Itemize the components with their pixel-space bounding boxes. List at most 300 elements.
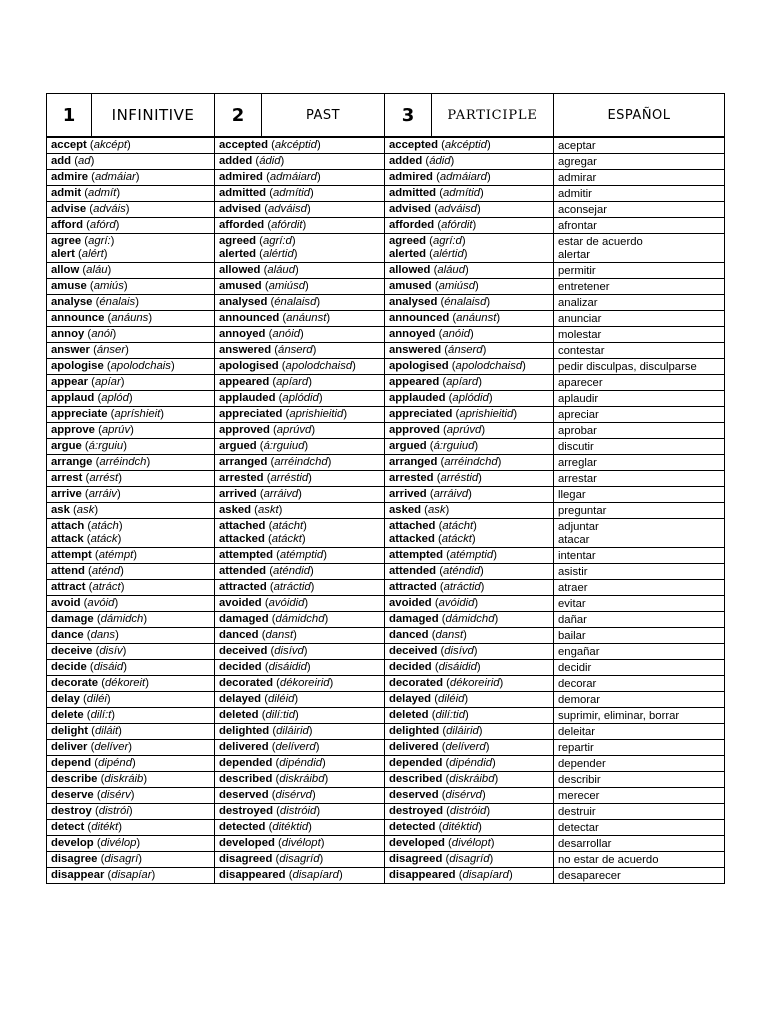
verb-word: argue: [51, 440, 82, 452]
participle-cell: arrested (arréstid): [385, 471, 554, 487]
past-cell: afforded (afórdit): [215, 218, 385, 234]
pronunciation: á:rguiud: [263, 440, 305, 452]
pronunciation: disapíard: [292, 869, 339, 881]
pronunciation: delíverd: [445, 741, 486, 753]
spanish-translation: apreciar: [558, 409, 599, 421]
table-row: [47, 519, 725, 548]
participle-cell: apologised (apolodchaisd): [385, 359, 554, 375]
verb-word: applauded: [219, 392, 276, 404]
pronunciation: divélop: [100, 837, 137, 849]
spanish-cell: [554, 628, 725, 644]
pronunciation: dékoreit: [105, 677, 146, 689]
verb-word: arrested: [389, 472, 434, 484]
table-row: [47, 564, 725, 580]
verb-word: attempt: [51, 549, 92, 561]
spanish-translation: arrestar: [558, 473, 597, 485]
pronunciation: afórdit: [441, 219, 473, 231]
infinitive-cell: destroy (distrói): [47, 804, 215, 820]
spanish-cell: [554, 820, 725, 836]
infinitive-cell: arrest (arrést): [47, 471, 215, 487]
table-row: [47, 311, 725, 327]
pronunciation: ad: [78, 155, 91, 167]
past-cell: admitted (admítid): [215, 186, 385, 202]
spanish-translation: admitir: [558, 188, 592, 200]
pronunciation: disáidid: [438, 661, 477, 673]
verb-word: allowed: [219, 264, 261, 276]
past-cell: arranged (arréindchd): [215, 455, 385, 471]
verb-word: accepted: [219, 139, 268, 151]
verb-word: decide: [51, 661, 87, 673]
pronunciation: disívd: [274, 645, 304, 657]
past-cell: agreed (agrí:d) alerted (alértid): [215, 234, 385, 263]
infinitive-cell: delight (diláit): [47, 724, 215, 740]
verb-word: analysed: [389, 296, 438, 308]
table-row: [47, 154, 725, 170]
pronunciation: apolodchais: [110, 360, 171, 372]
pronunciation: aláu: [86, 264, 108, 276]
verb-word: appear: [51, 376, 89, 388]
table-row: [47, 548, 725, 564]
infinitive-cell: appreciate (apríshieit): [47, 407, 215, 423]
table-row: [47, 186, 725, 202]
past-cell: answered (ánserd): [215, 343, 385, 359]
spanish-cell: [554, 487, 725, 503]
pronunciation: disívd: [444, 645, 474, 657]
verb-word: announced: [219, 312, 280, 324]
spanish-translation: agregar: [558, 156, 597, 168]
spanish-translation: detectar: [558, 822, 599, 834]
participle-cell: developed (divélopt): [385, 836, 554, 852]
spanish-translation: asistir: [558, 566, 588, 578]
header-past: PAST: [262, 94, 385, 137]
verb-word: annoyed: [219, 328, 266, 340]
verb-word: damage: [51, 613, 94, 625]
pronunciation: aténd: [91, 565, 121, 577]
pronunciation: atráct: [92, 581, 121, 593]
past-cell: argued (á:rguiud): [215, 439, 385, 455]
verb-word: afforded: [389, 219, 435, 231]
verb-word: answer: [51, 344, 90, 356]
verb-word: advise: [51, 203, 87, 215]
past-cell: developed (divélopt): [215, 836, 385, 852]
spanish-translation: admirar: [558, 172, 597, 184]
verb-word: analysed: [219, 296, 268, 308]
pronunciation: admáiard: [269, 171, 317, 183]
participle-cell: annoyed (anóid): [385, 327, 554, 343]
spanish-translation: pedir disculpas, disculparse: [558, 361, 697, 373]
pronunciation: disív: [99, 645, 123, 657]
verb-word: disagreed: [219, 853, 273, 865]
verb-word: approved: [389, 424, 440, 436]
header-row: [47, 94, 725, 137]
participle-cell: delivered (delíverd): [385, 740, 554, 756]
pronunciation: ánserd: [278, 344, 313, 356]
pronunciation: dans: [90, 629, 116, 641]
pronunciation: arréindchd: [274, 456, 328, 468]
table-row: [47, 295, 725, 311]
infinitive-cell: develop (divélop): [47, 836, 215, 852]
pronunciation: dámidch: [100, 613, 144, 625]
verb-word: advised: [219, 203, 262, 215]
spanish-cell: [554, 170, 725, 186]
infinitive-cell: attend (aténd): [47, 564, 215, 580]
participle-cell: decorated (dékoreirid): [385, 676, 554, 692]
pronunciation: anói: [91, 328, 113, 340]
participle-cell: added (ádid): [385, 154, 554, 170]
pronunciation: atáck: [90, 533, 118, 545]
verb-word: attached: [389, 520, 436, 532]
verb-word: apologised: [389, 360, 449, 372]
verb-word: describe: [51, 773, 98, 785]
spanish-cell: [554, 676, 725, 692]
participle-cell: damaged (dámidchd): [385, 612, 554, 628]
verb-word: destroy: [51, 805, 92, 817]
pronunciation: arráiv: [88, 488, 117, 500]
pronunciation: dilí:tid: [435, 709, 465, 721]
pronunciation: atráctid: [443, 581, 481, 593]
verb-word: announce: [51, 312, 105, 324]
infinitive-cell: deliver (delíver): [47, 740, 215, 756]
pronunciation: diskráib: [104, 773, 144, 785]
verb-word: developed: [389, 837, 445, 849]
verb-word: argued: [389, 440, 427, 452]
verb-word: detect: [51, 821, 85, 833]
participle-cell: admired (admáiard): [385, 170, 554, 186]
spanish-translation: alertar: [558, 249, 591, 261]
past-cell: attempted (atémptid): [215, 548, 385, 564]
pronunciation: agrí:d: [432, 235, 462, 247]
participle-cell: deserved (disérvd): [385, 788, 554, 804]
pronunciation: énalaisd: [274, 296, 317, 308]
spanish-translation: depender: [558, 758, 606, 770]
past-cell: disagreed (disagríd): [215, 852, 385, 868]
verb-word: attract: [51, 581, 86, 593]
past-cell: depended (dipéndid): [215, 756, 385, 772]
pronunciation: avóidid: [268, 597, 305, 609]
past-cell: destroyed (distróid): [215, 804, 385, 820]
spanish-translation: aplaudir: [558, 393, 599, 405]
infinitive-cell: appear (apíar): [47, 375, 215, 391]
verb-word: attached: [219, 520, 266, 532]
spanish-cell: [554, 138, 725, 154]
participle-cell: attracted (atráctid): [385, 580, 554, 596]
verb-word: deliver: [51, 741, 88, 753]
verb-word: appeared: [389, 376, 440, 388]
spanish-translation: arreglar: [558, 457, 597, 469]
past-cell: deceived (disívd): [215, 644, 385, 660]
pronunciation: á:rguiud: [433, 440, 475, 452]
verb-table-body: [47, 138, 725, 884]
spanish-cell: [554, 295, 725, 311]
verb-word: attempted: [219, 549, 273, 561]
infinitive-cell: attach (atách) attack (atáck): [47, 519, 215, 548]
spanish-translation: evitar: [558, 598, 586, 610]
pronunciation: aténdid: [442, 565, 481, 577]
pronunciation: anáunst: [286, 312, 327, 324]
pronunciation: amiúsd: [438, 280, 476, 292]
verb-word: asked: [389, 504, 422, 516]
past-cell: added (ádid): [215, 154, 385, 170]
participle-cell: disappeared (disapíard): [385, 868, 554, 884]
spanish-translation: entretener: [558, 281, 610, 293]
verb-word: decorated: [219, 677, 273, 689]
pronunciation: ánserd: [448, 344, 483, 356]
past-cell: delayed (diléid): [215, 692, 385, 708]
infinitive-cell: avoid (avóid): [47, 596, 215, 612]
pronunciation: arráivd: [433, 488, 469, 500]
pronunciation: divélopt: [451, 837, 491, 849]
pronunciation: arrést: [89, 472, 119, 484]
verb-word: amuse: [51, 280, 87, 292]
verb-word: ask: [51, 504, 70, 516]
spanish-translation: anunciar: [558, 313, 602, 325]
infinitive-cell: advise (adváis): [47, 202, 215, 218]
participle-cell: decided (disáidid): [385, 660, 554, 676]
past-cell: attached (atácht) attacked (atáckt): [215, 519, 385, 548]
infinitive-cell: amuse (amiús): [47, 279, 215, 295]
past-cell: danced (danst): [215, 628, 385, 644]
pronunciation: askt: [257, 504, 279, 516]
past-cell: accepted (akcéptid): [215, 138, 385, 154]
past-cell: delivered (delíverd): [215, 740, 385, 756]
pronunciation: dipéndid: [279, 757, 322, 769]
table-row: [47, 836, 725, 852]
verb-word: applaud: [51, 392, 95, 404]
infinitive-cell: analyse (énalais): [47, 295, 215, 311]
table-row: [47, 580, 725, 596]
verb-word: damaged: [219, 613, 269, 625]
pronunciation: afórd: [89, 219, 116, 231]
spanish-translation: adjuntar: [558, 521, 599, 533]
table-row: [47, 756, 725, 772]
participle-cell: attempted (atémptid): [385, 548, 554, 564]
pronunciation: disagríd: [449, 853, 490, 865]
pronunciation: atách: [91, 520, 119, 532]
verb-word: delayed: [219, 693, 262, 705]
spanish-cell: [554, 519, 725, 548]
spanish-cell: [554, 375, 725, 391]
verb-word: admitted: [219, 187, 267, 199]
participle-cell: advised (adváisd): [385, 202, 554, 218]
verb-word: apologised: [219, 360, 279, 372]
infinitive-cell: applaud (aplód): [47, 391, 215, 407]
spanish-cell: [554, 596, 725, 612]
spanish-cell: [554, 836, 725, 852]
spanish-translation: decorar: [558, 678, 597, 690]
infinitive-cell: agree (agrí:) alert (alért): [47, 234, 215, 263]
pronunciation: aprúv: [101, 424, 131, 436]
pronunciation: diláirid: [446, 725, 479, 737]
spanish-translation: atacar: [558, 534, 590, 546]
verb-word: destroyed: [389, 805, 443, 817]
pronunciation: aláud: [437, 264, 465, 276]
table-row: [47, 439, 725, 455]
infinitive-cell: apologise (apolodchais): [47, 359, 215, 375]
pronunciation: dékoreirid: [279, 677, 330, 689]
verb-word: advised: [389, 203, 432, 215]
spanish-cell: [554, 724, 725, 740]
table-row: [47, 628, 725, 644]
spanish-cell: [554, 343, 725, 359]
verb-word: delivered: [219, 741, 269, 753]
pronunciation: delíverd: [275, 741, 316, 753]
verb-word: add: [51, 155, 72, 167]
pronunciation: apíard: [446, 376, 479, 388]
spanish-translation: desaparecer: [558, 870, 621, 882]
spanish-cell: [554, 868, 725, 884]
spanish-translation: suprimir, eliminar, borrar: [558, 710, 680, 722]
verb-word: annoyed: [389, 328, 436, 340]
pronunciation: danst: [435, 629, 464, 641]
verb-word: agreed: [389, 235, 427, 247]
pronunciation: apíar: [94, 376, 121, 388]
pronunciation: adváisd: [267, 203, 307, 215]
pronunciation: á:rguiu: [88, 440, 124, 452]
participle-cell: answered (ánserd): [385, 343, 554, 359]
pronunciation: arréstid: [440, 472, 479, 484]
verb-word: appreciated: [219, 408, 283, 420]
verb-word: disappeared: [219, 869, 286, 881]
verb-word: delay: [51, 693, 80, 705]
table-row: [47, 138, 725, 154]
verb-word: annoy: [51, 328, 85, 340]
spanish-cell: [554, 471, 725, 487]
table-row: [47, 359, 725, 375]
past-cell: asked (askt): [215, 503, 385, 519]
infinitive-cell: disagree (disagrí): [47, 852, 215, 868]
past-cell: described (diskráibd): [215, 772, 385, 788]
verb-word: approve: [51, 424, 95, 436]
table-row: [47, 612, 725, 628]
spanish-cell: [554, 279, 725, 295]
infinitive-cell: admit (admít): [47, 186, 215, 202]
pronunciation: admáiard: [439, 171, 487, 183]
pronunciation: agrí:d: [262, 235, 292, 247]
verb-word: asked: [219, 504, 252, 516]
past-cell: detected (ditéktid): [215, 820, 385, 836]
verb-word: damaged: [389, 613, 439, 625]
table-row: [47, 740, 725, 756]
spanish-cell: [554, 218, 725, 234]
infinitive-cell: depend (dipénd): [47, 756, 215, 772]
spanish-cell: [554, 564, 725, 580]
past-cell: applauded (aplódid): [215, 391, 385, 407]
pronunciation: anáunst: [456, 312, 497, 324]
infinitive-cell: attempt (atémpt): [47, 548, 215, 564]
participle-cell: afforded (afórdit): [385, 218, 554, 234]
verb-word: detected: [219, 821, 266, 833]
pronunciation: dilí:tid: [265, 709, 295, 721]
spanish-cell: [554, 580, 725, 596]
verb-word: avoid: [51, 597, 81, 609]
pronunciation: ádid: [429, 155, 451, 167]
spanish-translation: no estar de acuerdo: [558, 854, 659, 866]
pronunciation: arréindchd: [444, 456, 498, 468]
verb-word: approved: [219, 424, 270, 436]
verb-word: decided: [389, 661, 432, 673]
spanish-translation: destruir: [558, 806, 596, 818]
pronunciation: agrí:: [88, 235, 111, 247]
table-row: [47, 327, 725, 343]
infinitive-cell: admire (admáiar): [47, 170, 215, 186]
spanish-translation: desarrollar: [558, 838, 612, 850]
participle-cell: disagreed (disagríd): [385, 852, 554, 868]
pronunciation: admítid: [442, 187, 481, 199]
pronunciation: avóid: [87, 597, 115, 609]
pronunciation: aprishieitid: [459, 408, 514, 420]
spanish-cell: [554, 311, 725, 327]
table-row: [47, 279, 725, 295]
participle-cell: argued (á:rguiud): [385, 439, 554, 455]
pronunciation: atémptid: [279, 549, 324, 561]
pronunciation: apíard: [276, 376, 309, 388]
verb-word: afforded: [219, 219, 265, 231]
past-cell: avoided (avóidid): [215, 596, 385, 612]
pronunciation: atáckt: [271, 533, 302, 545]
past-cell: attended (aténdid): [215, 564, 385, 580]
past-cell: allowed (aláud): [215, 263, 385, 279]
table-row: [47, 234, 725, 263]
past-cell: delighted (diláirid): [215, 724, 385, 740]
past-cell: appeared (apíard): [215, 375, 385, 391]
verb-word: arrange: [51, 456, 93, 468]
infinitive-cell: deserve (disérv): [47, 788, 215, 804]
table-row: [47, 471, 725, 487]
verb-word: disagree: [51, 853, 98, 865]
past-cell: attracted (atráctid): [215, 580, 385, 596]
infinitive-cell: approve (aprúv): [47, 423, 215, 439]
pronunciation: disáid: [93, 661, 124, 673]
infinitive-cell: afford (afórd): [47, 218, 215, 234]
infinitive-cell: answer (ánser): [47, 343, 215, 359]
participle-cell: avoided (avóidid): [385, 596, 554, 612]
past-cell: analysed (énalaisd): [215, 295, 385, 311]
table-row: [47, 868, 725, 884]
pronunciation: diláit: [94, 725, 119, 737]
table-row: [47, 503, 725, 519]
table-row: [47, 724, 725, 740]
pronunciation: danst: [265, 629, 294, 641]
pronunciation: aplódid: [452, 392, 489, 404]
table-row: [47, 788, 725, 804]
pronunciation: anóid: [442, 328, 471, 340]
past-cell: appreciated (aprishieitid): [215, 407, 385, 423]
verb-word: deleted: [389, 709, 429, 721]
pronunciation: disapíar: [111, 869, 152, 881]
verb-word: admired: [219, 171, 263, 183]
verb-word: danced: [219, 629, 259, 641]
verb-word: develop: [51, 837, 94, 849]
pronunciation: delíver: [94, 741, 129, 753]
participle-cell: analysed (énalaisd): [385, 295, 554, 311]
verb-word: deceived: [389, 645, 438, 657]
spanish-translation: molestar: [558, 329, 602, 341]
table-row: [47, 343, 725, 359]
table-row: [47, 596, 725, 612]
pronunciation: diléid: [437, 693, 465, 705]
pronunciation: disáidid: [268, 661, 307, 673]
spanish-cell: [554, 772, 725, 788]
pronunciation: atémptid: [449, 549, 494, 561]
verb-word: appreciated: [389, 408, 453, 420]
verb-word: agree: [51, 235, 82, 247]
spanish-cell: [554, 455, 725, 471]
participle-cell: appeared (apíard): [385, 375, 554, 391]
header-infinitive: INFINITIVE: [92, 94, 215, 137]
table-row: [47, 263, 725, 279]
verb-word: described: [219, 773, 273, 785]
verb-word: admired: [389, 171, 433, 183]
